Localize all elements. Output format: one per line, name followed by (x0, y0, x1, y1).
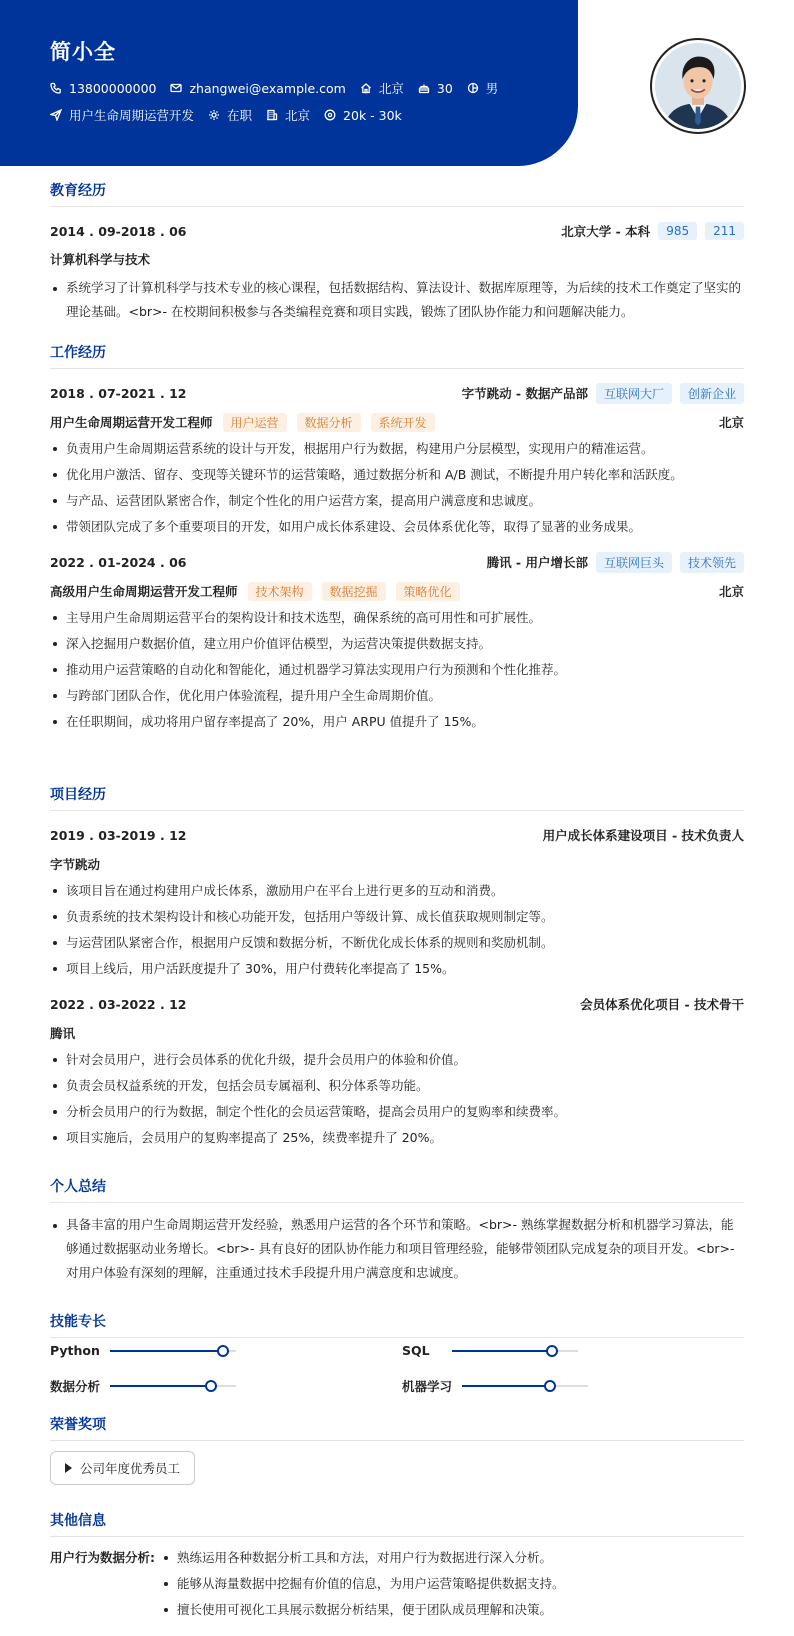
section-title: 教育经历 (50, 180, 744, 207)
list-item: 负责用户生命周期运营系统的设计与开发，根据用户行为数据，构建用户分层模型，实现用户的精准运营。 (50, 436, 744, 462)
list-item: 该项目旨在通过构建用户成长体系，激励用户在平台上进行更多的互动和消费。 (50, 878, 744, 904)
list-item: 主导用户生命周期运营平台的架构设计和技术选型，确保系统的高可用性和可扩展性。 (50, 605, 744, 631)
project-period: 2022 . 03-2022 . 12 (50, 996, 187, 1012)
target-role-item (50, 106, 194, 124)
job-bullet-list (50, 436, 744, 540)
project-org-row (50, 1023, 744, 1043)
honor-toggle-button[interactable] (50, 1451, 195, 1485)
city-text: 北京 (378, 81, 404, 96)
caret-right-icon (65, 1463, 72, 1473)
honor-label: 公司年度优秀员工 (80, 1461, 181, 1476)
project-period: 2019 . 03-2019 . 12 (50, 827, 187, 843)
other-block (50, 1545, 744, 1623)
company-block (462, 383, 744, 404)
project-row (50, 825, 744, 845)
other-bullet-list (161, 1545, 565, 1623)
salary-item (324, 108, 402, 123)
major-name: 计算机科学与技术 (50, 252, 151, 267)
section-title: 其他信息 (50, 1510, 744, 1537)
skill-item-python (50, 1343, 236, 1358)
intention-row (50, 106, 416, 124)
building-icon (266, 109, 278, 121)
skill-item-machine-learning (402, 1377, 588, 1395)
company-name: 字节跳动 - 数据产品部 (461, 386, 588, 401)
skill-item-sql (402, 1343, 578, 1358)
phone-item (50, 81, 156, 96)
age-text: 30 (436, 80, 453, 96)
list-item: 优化用户激活、留存、变现等关键环节的运营策略，通过数据分析和 A/B 测试，不断提升用户转化率和活跃度。 (50, 462, 744, 488)
skill-item-data-analysis (50, 1377, 236, 1395)
list-item: 分析会员用户的行为数据，制定个性化的会员运营策略，提高会员用户的复购率和续费率。 (50, 1099, 744, 1125)
salary-text: 20k - 30k (343, 107, 402, 123)
list-item: 能够从海量数据中挖掘有价值的信息，为用户运营策略提供数据支持。 (161, 1571, 565, 1597)
project-row (50, 994, 744, 1014)
target-city-item (266, 106, 310, 124)
projects-section (50, 784, 744, 1151)
list-item: 擅长使用可视化工具展示数据分析结果，便于团队成员理解和决策。 (161, 1597, 565, 1623)
skill-slider (452, 1350, 578, 1352)
list-item: 负责会员权益系统的开发，包括会员专属福利、积分体系等功能。 (50, 1073, 744, 1099)
home-icon (360, 82, 372, 94)
skill-slider (110, 1385, 236, 1387)
job-period: 2022 . 01-2024 . 06 (50, 554, 187, 570)
list-item: 与跨部门团队合作，优化用户体验流程，提升用户全生命周期价值。 (50, 683, 744, 709)
job-city: 北京 (718, 584, 744, 599)
school-tag: 211 (705, 222, 744, 240)
section-title: 项目经历 (50, 784, 744, 811)
role-block (50, 582, 460, 601)
send-icon (50, 109, 62, 121)
phone-icon (50, 82, 62, 94)
role-row (50, 581, 744, 601)
role-tag: 用户运营 (223, 413, 287, 432)
role-block (50, 413, 435, 432)
other-section (50, 1510, 744, 1623)
role-name: 用户生命周期运营开发工程师 (50, 415, 213, 430)
list-item: 推动用户运营策略的自动化和智能化，通过机器学习算法实现用户行为预测和个性化推荐。 (50, 657, 744, 683)
skill-knob (544, 1380, 556, 1392)
project-bullet-list (50, 878, 744, 982)
summary-section (50, 1176, 744, 1285)
gender-icon (467, 82, 479, 94)
section-title: 荣誉奖项 (50, 1414, 744, 1441)
gender-item (467, 79, 499, 97)
company-tag: 创新企业 (680, 383, 744, 404)
list-item: 与产品、运营团队紧密合作，制定个性化的用户运营方案，提高用户满意度和忠诚度。 (50, 488, 744, 514)
list-item: 负责系统的技术架构设计和核心功能开发，包括用户等级计算、成长值获取规则制定等。 (50, 904, 744, 930)
education-row (50, 221, 744, 241)
job-row (50, 552, 744, 572)
phone-text: 13800000000 (69, 80, 157, 96)
summary-list (50, 1213, 744, 1285)
cake-icon (418, 82, 430, 94)
major-row (50, 249, 744, 269)
company-block (487, 552, 744, 573)
school-tag: 985 (658, 222, 697, 240)
list-item: 带领团队完成了多个重要项目的开发，如用户成长体系建设、会员体系优化等，取得了显著的业务成果。 (50, 514, 744, 540)
role-tag: 技术架构 (248, 582, 312, 601)
job-period: 2018 . 07-2021 . 12 (50, 385, 187, 401)
section-title: 工作经历 (50, 342, 744, 369)
skill-name: 机器学习 (402, 1379, 453, 1394)
honors-section (50, 1414, 744, 1485)
role-row (50, 412, 744, 432)
job-city: 北京 (718, 415, 744, 430)
gender-text: 男 (485, 81, 499, 96)
skill-slider (462, 1385, 588, 1387)
education-period: 2014 . 09-2018 . 06 (50, 223, 187, 239)
project-name: 用户成长体系建设项目 - 技术负责人 (542, 828, 744, 843)
project-name: 会员体系优化项目 - 技术骨干 (580, 997, 744, 1012)
email-text: zhangwei@example.com (189, 80, 346, 96)
status-text: 在职 (227, 108, 253, 123)
company-tag: 互联网大厂 (596, 383, 672, 404)
skill-knob (546, 1345, 558, 1357)
candidate-name: 简小全 (50, 40, 116, 64)
status-item (208, 106, 252, 124)
mail-icon (170, 82, 182, 94)
target-city-text: 北京 (285, 108, 311, 123)
list-item: 熟练运用各种数据分析工具和方法，对用户行为数据进行深入分析。 (161, 1545, 565, 1571)
skill-name: 数据分析 (50, 1379, 101, 1394)
list-item: 针对会员用户，进行会员体系的优化升级，提升会员用户的体验和价值。 (50, 1047, 744, 1073)
skills-section (50, 1311, 744, 1338)
avatar (650, 38, 746, 134)
list-item: 与运营团队紧密合作，根据用户反馈和数据分析，不断优化成长体系的规则和奖励机制。 (50, 930, 744, 956)
skill-name: SQL (402, 1343, 430, 1358)
list-item: 项目上线后，用户活跃度提升了 30%，用户付费转化率提高了 15%。 (50, 956, 744, 982)
list-item: 项目实施后，会员用户的复购率提高了 25%，续费率提升了 20%。 (50, 1125, 744, 1151)
role-tag: 数据分析 (297, 413, 361, 432)
section-title: 个人总结 (50, 1176, 744, 1203)
contact-row (50, 79, 512, 97)
education-desc-list (50, 276, 744, 324)
school-block (561, 222, 744, 240)
role-tag: 系统开发 (371, 413, 435, 432)
school-name: 北京大学 - 本科 (561, 224, 651, 239)
section-title: 技能专长 (50, 1311, 744, 1338)
role-name: 高级用户生命周期运营开发工程师 (50, 584, 238, 599)
project-org: 腾讯 (50, 1026, 76, 1041)
work-section (50, 342, 744, 735)
other-label: 用户行为数据分析: (50, 1550, 155, 1565)
age-item (418, 81, 453, 96)
list-item: 在任职期间，成功将用户留存率提高了 20%，用户 ARPU 值提升了 15%。 (50, 709, 744, 735)
resume-header (0, 0, 578, 166)
email-item (170, 81, 345, 96)
skill-fill (110, 1350, 223, 1352)
skill-fill (452, 1350, 553, 1352)
skill-knob (217, 1345, 229, 1357)
city-item (360, 79, 404, 97)
role-tag: 数据挖掘 (322, 582, 386, 601)
skill-name: Python (50, 1343, 100, 1358)
skill-fill (110, 1385, 211, 1387)
skill-fill (462, 1385, 550, 1387)
target-role-text: 用户生命周期运营开发 (69, 108, 195, 123)
avatar-portrait-icon (655, 43, 741, 129)
education-section (50, 180, 744, 324)
skill-slider (110, 1350, 236, 1352)
coin-icon (324, 109, 336, 121)
job-row (50, 383, 744, 403)
company-tag: 互联网巨头 (596, 552, 672, 573)
company-name: 腾讯 - 用户增长部 (486, 555, 588, 570)
project-org: 字节跳动 (50, 857, 101, 872)
list-item: 深入挖掘用户数据价值，建立用户价值评估模型，为运营决策提供数据支持。 (50, 631, 744, 657)
project-org-row (50, 854, 744, 874)
list-item: 具备丰富的用户生命周期运营开发经验，熟悉用户运营的各个环节和策略。<br>- 熟练掌握数据分析和机器学习算法，能够通过数据驱动业务增长。<br>- 具有良好的团队协作能力和项目管理经验，能够带领团队完成复杂的项目开发。<br>- 对用户体验有深刻的理解，注重通过技术手段提升用户满意度和忠诚度。 (50, 1213, 744, 1285)
gear-icon (208, 109, 220, 121)
project-bullet-list (50, 1047, 744, 1151)
list-item: 系统学习了计算机科学与技术专业的核心课程，包括数据结构、算法设计、数据库原理等，为后续的技术工作奠定了坚实的理论基础。<br>- 在校期间积极参与各类编程竞赛和项目实践，锻炼了团队协作能力和问题解决能力。 (50, 276, 744, 324)
company-tag: 技术领先 (680, 552, 744, 573)
role-tag: 策略优化 (396, 582, 460, 601)
skill-knob (205, 1380, 217, 1392)
job-bullet-list (50, 605, 744, 735)
